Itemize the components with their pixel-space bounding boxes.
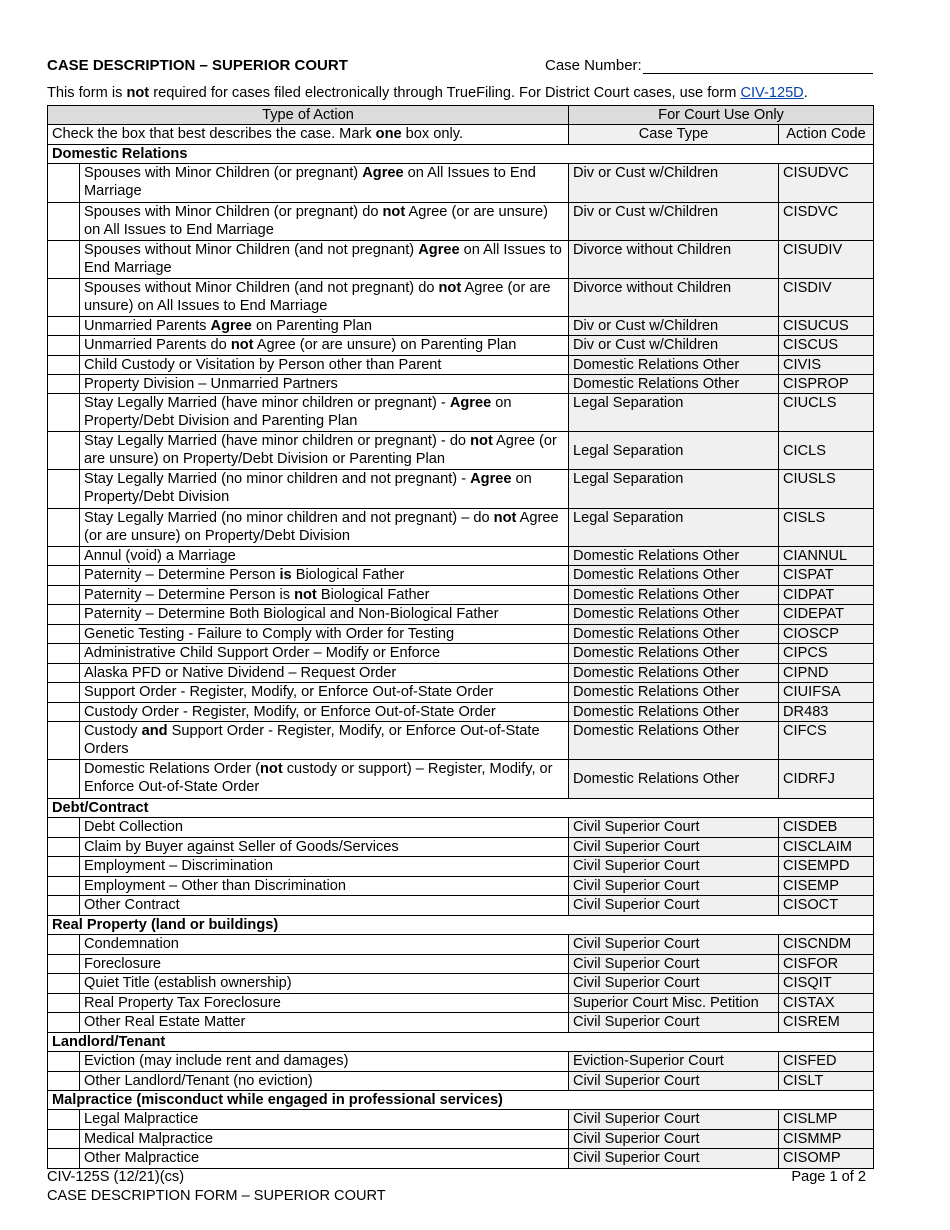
- case-checkbox[interactable]: [48, 470, 80, 509]
- case-type-cell: Domestic Relations Other: [569, 722, 779, 760]
- table-row: [48, 760, 874, 799]
- case-type-cell: Civil Superior Court: [569, 974, 779, 994]
- section-header-row: [48, 1033, 874, 1052]
- emphasis-text: not: [438, 280, 462, 296]
- table-row: [48, 683, 874, 703]
- section-header-row: [48, 916, 874, 935]
- description-text: Stay Legally Married (have minor children or pregnant) - do: [84, 433, 471, 449]
- action-code-cell: CICLS: [779, 432, 874, 470]
- case-type-cell: Domestic Relations Other: [569, 605, 779, 625]
- case-checkbox[interactable]: [48, 1072, 80, 1091]
- case-checkbox[interactable]: [48, 509, 80, 547]
- case-checkbox[interactable]: [48, 994, 80, 1013]
- table-row: [48, 586, 874, 605]
- action-code-cell: CIANNUL: [779, 547, 874, 566]
- description-text: Other Real Estate Matter: [84, 1014, 246, 1030]
- table-row: [48, 432, 874, 470]
- description-text: on All Issues to End Marriage: [84, 165, 536, 199]
- case-type-cell: Legal Separation: [569, 394, 779, 432]
- table-row: [48, 279, 874, 317]
- description-text: Stay Legally Married (no minor children and not pregnant) -: [84, 471, 471, 487]
- action-code-cell: CISFOR: [779, 955, 874, 974]
- table-row: [48, 547, 874, 566]
- table-row: [48, 703, 874, 722]
- action-code-cell: CIDPAT: [779, 586, 874, 605]
- intro-text: [47, 85, 873, 105]
- description-text: Agree (or are unsure) on All Issues to End Marriage: [84, 280, 551, 314]
- case-type-cell: Div or Cust w/Children: [569, 203, 779, 241]
- description-text: Quiet Title (establish ownership): [84, 975, 292, 991]
- description-text: Employment – Other than Discrimination: [84, 878, 346, 894]
- action-code-cell: CIVIS: [779, 356, 874, 375]
- action-description: [80, 683, 569, 703]
- table-row: [48, 1130, 874, 1149]
- case-type-cell: Civil Superior Court: [569, 838, 779, 857]
- emphasis-text: not: [382, 204, 406, 220]
- civ-125d-link[interactable]: CIV-125D: [740, 85, 804, 101]
- action-description: [80, 760, 569, 799]
- action-code-cell: CISOCT: [779, 896, 874, 916]
- description-text: Administrative Child Support Order – Modify or Enforce: [84, 645, 441, 661]
- case-type-cell: Civil Superior Court: [569, 818, 779, 838]
- action-code-cell: CISDEB: [779, 818, 874, 838]
- case-checkbox[interactable]: [48, 760, 80, 799]
- action-description: [80, 1149, 569, 1169]
- table-row: [48, 164, 874, 203]
- case-type-cell: Civil Superior Court: [569, 877, 779, 896]
- case-checkbox[interactable]: [48, 664, 80, 683]
- case-checkbox[interactable]: [48, 394, 80, 432]
- table-row: [48, 664, 874, 683]
- case-checkbox[interactable]: [48, 857, 80, 877]
- case-checkbox[interactable]: [48, 279, 80, 317]
- case-type-cell: Civil Superior Court: [569, 955, 779, 974]
- section-header-row: [48, 1091, 874, 1110]
- table-row: [48, 356, 874, 375]
- table-row: [48, 605, 874, 625]
- case-type-cell: Civil Superior Court: [569, 896, 779, 916]
- description-text: Support Order - Register, Modify, or Enforce Out-of-State Orders: [84, 723, 540, 757]
- action-code-cell: CIDEPAT: [779, 605, 874, 625]
- emphasis-text: Agree: [418, 242, 460, 258]
- case-type-cell: Div or Cust w/Children: [569, 164, 779, 203]
- table-row: [48, 1110, 874, 1130]
- case-checkbox[interactable]: [48, 241, 80, 279]
- case-type-cell: Superior Court Misc. Petition: [569, 994, 779, 1013]
- description-text: Paternity – Determine Person: [84, 567, 280, 583]
- action-code-cell: CISREM: [779, 1013, 874, 1033]
- case-checkbox[interactable]: [48, 625, 80, 644]
- table-row: [48, 470, 874, 509]
- description-text: Biological Father: [291, 567, 405, 583]
- action-description: [80, 164, 569, 203]
- case-type-cell: Divorce without Children: [569, 279, 779, 317]
- table-row: [48, 935, 874, 955]
- case-type-cell: Domestic Relations Other: [569, 625, 779, 644]
- emphasis-text: is: [279, 567, 292, 583]
- description-text: Property Division – Unmarried Partners: [84, 376, 338, 392]
- description-text: Domestic Relations Order (: [84, 761, 260, 777]
- action-code-cell: CISLT: [779, 1072, 874, 1091]
- case-checkbox[interactable]: [48, 164, 80, 203]
- case-checkbox[interactable]: [48, 1052, 80, 1072]
- table-row: [48, 1013, 874, 1033]
- case-type-cell: Domestic Relations Other: [569, 375, 779, 394]
- action-code-cell: CISEMP: [779, 877, 874, 896]
- type-of-action-header: Type of Action: [48, 106, 569, 125]
- description-text: Foreclosure: [84, 956, 162, 972]
- action-code-cell: CISUDIV: [779, 241, 874, 279]
- action-code-cell: CISUDVC: [779, 164, 874, 203]
- action-code-cell: CISTAX: [779, 994, 874, 1013]
- action-description: [80, 394, 569, 432]
- action-description: [80, 664, 569, 683]
- action-description: [80, 877, 569, 896]
- description-text: Support Order - Register, Modify, or Enforce Out-of-State Order: [84, 684, 494, 700]
- table-row: [48, 955, 874, 974]
- action-description: [80, 317, 569, 336]
- table-body: [48, 145, 874, 1169]
- description-text: on Property/Debt Division and Parenting Plan: [84, 395, 512, 429]
- case-checkbox[interactable]: [48, 838, 80, 857]
- description-text: Paternity – Determine Both Biological and Non-Biological Father: [84, 606, 499, 622]
- case-checkbox[interactable]: [48, 644, 80, 664]
- case-type-cell: Domestic Relations Other: [569, 356, 779, 375]
- section-title: Real Property (land or buildings): [48, 916, 874, 935]
- section-title: Debt/Contract: [48, 799, 874, 818]
- description-text: Debt Collection: [84, 819, 183, 835]
- table-subheader-row: [48, 125, 874, 145]
- table-row: [48, 336, 874, 356]
- emphasis-text: Agree: [210, 318, 252, 334]
- table-row: [48, 896, 874, 916]
- action-description: [80, 644, 569, 664]
- action-description: [80, 935, 569, 955]
- table-header-row: [48, 106, 874, 125]
- case-checkbox[interactable]: [48, 566, 80, 586]
- case-type-cell: Domestic Relations Other: [569, 683, 779, 703]
- action-description: [80, 279, 569, 317]
- section-title: Domestic Relations: [48, 145, 874, 164]
- case-type-cell: Civil Superior Court: [569, 1130, 779, 1149]
- section-header-row: [48, 145, 874, 164]
- page-number: Page 1 of 2: [791, 1169, 866, 1185]
- emphasis-text: not: [260, 761, 283, 777]
- description-text: Real Property Tax Foreclosure: [84, 995, 281, 1011]
- action-description: [80, 432, 569, 470]
- action-code-cell: CISFED: [779, 1052, 874, 1072]
- case-type-cell: Domestic Relations Other: [569, 760, 779, 799]
- instructions-post: box only.: [401, 126, 464, 142]
- emphasis-text: and: [141, 723, 168, 739]
- case-checkbox[interactable]: [48, 1013, 80, 1033]
- action-code-cell: CISCNDM: [779, 935, 874, 955]
- case-type-cell: Legal Separation: [569, 470, 779, 509]
- description-text: Spouses with Minor Children (or pregnant): [84, 165, 363, 181]
- action-description: [80, 1013, 569, 1033]
- table-row: [48, 509, 874, 547]
- case-type-cell: Civil Superior Court: [569, 1110, 779, 1130]
- intro-pre: This form is: [47, 85, 127, 101]
- description-text: Stay Legally Married (have minor children or pregnant) -: [84, 395, 450, 411]
- description-text: on Parenting Plan: [251, 318, 372, 334]
- table-row: [48, 625, 874, 644]
- case-checkbox[interactable]: [48, 722, 80, 760]
- case-checkbox[interactable]: [48, 1130, 80, 1149]
- action-code-cell: CIUSLS: [779, 470, 874, 509]
- action-description: [80, 336, 569, 356]
- action-description: [80, 470, 569, 509]
- action-description: [80, 1052, 569, 1072]
- case-type-cell: Legal Separation: [569, 509, 779, 547]
- action-code-header: Action Code: [779, 125, 874, 145]
- table-row: [48, 241, 874, 279]
- case-type-cell: Eviction-Superior Court: [569, 1052, 779, 1072]
- table-row: [48, 857, 874, 877]
- description-text: on All Issues to End Marriage: [84, 242, 562, 276]
- case-checkbox[interactable]: [48, 935, 80, 955]
- description-text: Genetic Testing - Failure to Comply with Order for Testing: [84, 626, 455, 642]
- table-row: [48, 394, 874, 432]
- action-code-cell: CISDVC: [779, 203, 874, 241]
- case-checkbox[interactable]: [48, 896, 80, 916]
- form-name: CASE DESCRIPTION FORM – SUPERIOR COURT: [47, 1188, 386, 1204]
- table-row: [48, 317, 874, 336]
- action-code-cell: CISPAT: [779, 566, 874, 586]
- case-type-cell: Divorce without Children: [569, 241, 779, 279]
- case-type-cell: Domestic Relations Other: [569, 586, 779, 605]
- action-description: [80, 356, 569, 375]
- action-code-cell: CIPND: [779, 664, 874, 683]
- emphasis-text: not: [294, 587, 317, 603]
- action-code-cell: CIDRFJ: [779, 760, 874, 799]
- table-row: [48, 974, 874, 994]
- description-text: Spouses without Minor Children (and not pregnant) do: [84, 280, 439, 296]
- intro-mid: required for cases filed electronically through TrueFiling. For District Court cases, use form: [149, 85, 741, 101]
- section-title: Landlord/Tenant: [48, 1033, 874, 1052]
- case-type-cell: Div or Cust w/Children: [569, 336, 779, 356]
- description-text: Claim by Buyer against Seller of Goods/Services: [84, 839, 399, 855]
- case-checkbox[interactable]: [48, 375, 80, 394]
- action-description: [80, 203, 569, 241]
- action-code-cell: CIFCS: [779, 722, 874, 760]
- action-description: [80, 1130, 569, 1149]
- case-type-cell: Domestic Relations Other: [569, 703, 779, 722]
- action-code-cell: CIPCS: [779, 644, 874, 664]
- action-description: [80, 994, 569, 1013]
- description-text: Employment – Discrimination: [84, 858, 273, 874]
- action-code-cell: CISCLAIM: [779, 838, 874, 857]
- form-page: [47, 56, 873, 1169]
- table-row: [48, 994, 874, 1013]
- emphasis-text: Agree: [470, 471, 512, 487]
- description-text: Eviction (may include rent and damages): [84, 1053, 349, 1069]
- description-text: custody or support) – Register, Modify, or Enforce Out-of-State Order: [84, 761, 553, 795]
- case-type-cell: Civil Superior Court: [569, 1072, 779, 1091]
- instructions-text: [48, 125, 569, 145]
- description-text: Unmarried Parents do: [84, 337, 231, 353]
- description-text: Legal Malpractice: [84, 1111, 199, 1127]
- description-text: Agree (or are unsure) on All Issues to End Marriage: [84, 204, 548, 238]
- case-checkbox[interactable]: [48, 336, 80, 356]
- section-title: Malpractice (misconduct while engaged in professional services): [48, 1091, 874, 1110]
- description-text: Other Landlord/Tenant (no eviction): [84, 1073, 313, 1089]
- action-description: [80, 955, 569, 974]
- action-code-cell: DR483: [779, 703, 874, 722]
- description-text: Unmarried Parents: [84, 318, 211, 334]
- description-text: Paternity – Determine Person is: [84, 587, 295, 603]
- description-text: Agree (or are unsure) on Property/Debt Division: [84, 510, 559, 544]
- case-type-cell: Civil Superior Court: [569, 857, 779, 877]
- case-checkbox[interactable]: [48, 586, 80, 605]
- case-type-header: Case Type: [569, 125, 779, 145]
- action-description: [80, 896, 569, 916]
- table-row: [48, 722, 874, 760]
- action-description: [80, 625, 569, 644]
- action-code-cell: CISOMP: [779, 1149, 874, 1169]
- description-text: Spouses without Minor Children (and not pregnant): [84, 242, 419, 258]
- case-number-label: Case Number:: [545, 57, 642, 74]
- description-text: Agree (or are unsure) on Parenting Plan: [253, 337, 517, 353]
- description-text: Spouses with Minor Children (or pregnant) do: [84, 204, 383, 220]
- description-text: Other Malpractice: [84, 1150, 200, 1166]
- table-row: [48, 818, 874, 838]
- description-text: Custody: [84, 723, 142, 739]
- case-type-cell: Domestic Relations Other: [569, 547, 779, 566]
- instructions-pre: Check the box that best describes the case. Mark: [52, 126, 376, 142]
- emphasis-text: not: [493, 510, 517, 526]
- table-row: [48, 203, 874, 241]
- description-text: Annul (void) a Marriage: [84, 548, 236, 564]
- form-header: [47, 56, 873, 80]
- form-id: CIV-125S (12/21)(cs): [47, 1169, 185, 1185]
- case-number-field[interactable]: [643, 73, 873, 74]
- case-checkbox[interactable]: [48, 683, 80, 703]
- description-text: Agree (or are unsure) on Property/Debt Division or Parenting Plan: [84, 433, 557, 467]
- description-text: Condemnation: [84, 936, 179, 952]
- action-code-cell: CISQIT: [779, 974, 874, 994]
- emphasis-text: Agree: [449, 395, 492, 411]
- emphasis-text: Agree: [362, 165, 404, 181]
- action-description: [80, 241, 569, 279]
- form-title: CASE DESCRIPTION – SUPERIOR COURT: [47, 57, 348, 74]
- table-row: [48, 1052, 874, 1072]
- table-row: [48, 1149, 874, 1169]
- case-type-cell: Legal Separation: [569, 432, 779, 470]
- action-code-cell: CISLS: [779, 509, 874, 547]
- action-code-cell: CISUCUS: [779, 317, 874, 336]
- action-description: [80, 722, 569, 760]
- action-code-cell: CISPROP: [779, 375, 874, 394]
- case-type-table: [47, 105, 874, 1169]
- case-type-cell: Domestic Relations Other: [569, 664, 779, 683]
- table-row: [48, 566, 874, 586]
- case-type-cell: Div or Cust w/Children: [569, 317, 779, 336]
- action-description: [80, 509, 569, 547]
- intro-post: .: [803, 85, 808, 101]
- case-type-cell: Civil Superior Court: [569, 1149, 779, 1169]
- case-type-cell: Domestic Relations Other: [569, 566, 779, 586]
- action-description: [80, 1072, 569, 1091]
- case-checkbox[interactable]: [48, 317, 80, 336]
- instructions-bold: one: [375, 126, 402, 142]
- action-description: [80, 547, 569, 566]
- description-text: Stay Legally Married (no minor children and not pregnant) – do: [84, 510, 494, 526]
- case-checkbox[interactable]: [48, 1110, 80, 1130]
- description-text: Other Contract: [84, 897, 180, 913]
- case-checkbox[interactable]: [48, 818, 80, 838]
- case-type-cell: Domestic Relations Other: [569, 644, 779, 664]
- case-checkbox[interactable]: [48, 432, 80, 470]
- table-row: [48, 838, 874, 857]
- court-use-header: For Court Use Only: [569, 106, 874, 125]
- action-description: [80, 818, 569, 838]
- case-checkbox[interactable]: [48, 1149, 80, 1169]
- action-code-cell: CIOSCP: [779, 625, 874, 644]
- page-footer: [47, 1168, 873, 1206]
- action-description: [80, 974, 569, 994]
- case-checkbox[interactable]: [48, 203, 80, 241]
- case-checkbox[interactable]: [48, 356, 80, 375]
- action-code-cell: CIUCLS: [779, 394, 874, 432]
- case-checkbox[interactable]: [48, 955, 80, 974]
- case-type-cell: Civil Superior Court: [569, 1013, 779, 1033]
- description-text: Alaska PFD or Native Dividend – Request Order: [84, 665, 397, 681]
- action-description: [80, 375, 569, 394]
- case-checkbox[interactable]: [48, 703, 80, 722]
- intro-bold: not: [126, 85, 150, 101]
- action-description: [80, 586, 569, 605]
- description-text: Medical Malpractice: [84, 1131, 213, 1147]
- case-checkbox[interactable]: [48, 605, 80, 625]
- case-checkbox[interactable]: [48, 877, 80, 896]
- description-text: Custody Order - Register, Modify, or Enforce Out-of-State Order: [84, 704, 496, 720]
- action-description: [80, 566, 569, 586]
- action-description: [80, 857, 569, 877]
- table-row: [48, 1072, 874, 1091]
- table-row: [48, 375, 874, 394]
- description-text: on Property/Debt Division: [84, 471, 532, 505]
- case-checkbox[interactable]: [48, 547, 80, 566]
- table-row: [48, 644, 874, 664]
- table-row: [48, 877, 874, 896]
- action-code-cell: CISLMP: [779, 1110, 874, 1130]
- description-text: Child Custody or Visitation by Person other than Parent: [84, 357, 442, 373]
- action-code-cell: CISDIV: [779, 279, 874, 317]
- section-header-row: [48, 799, 874, 818]
- action-description: [80, 703, 569, 722]
- action-code-cell: CIUIFSA: [779, 683, 874, 703]
- case-type-cell: Civil Superior Court: [569, 935, 779, 955]
- action-code-cell: CISCUS: [779, 336, 874, 356]
- action-description: [80, 838, 569, 857]
- emphasis-text: not: [470, 433, 493, 449]
- case-checkbox[interactable]: [48, 974, 80, 994]
- action-code-cell: CISEMPD: [779, 857, 874, 877]
- action-description: [80, 605, 569, 625]
- action-description: [80, 1110, 569, 1130]
- description-text: Biological Father: [316, 587, 430, 603]
- action-code-cell: CISMMP: [779, 1130, 874, 1149]
- emphasis-text: not: [230, 337, 254, 353]
